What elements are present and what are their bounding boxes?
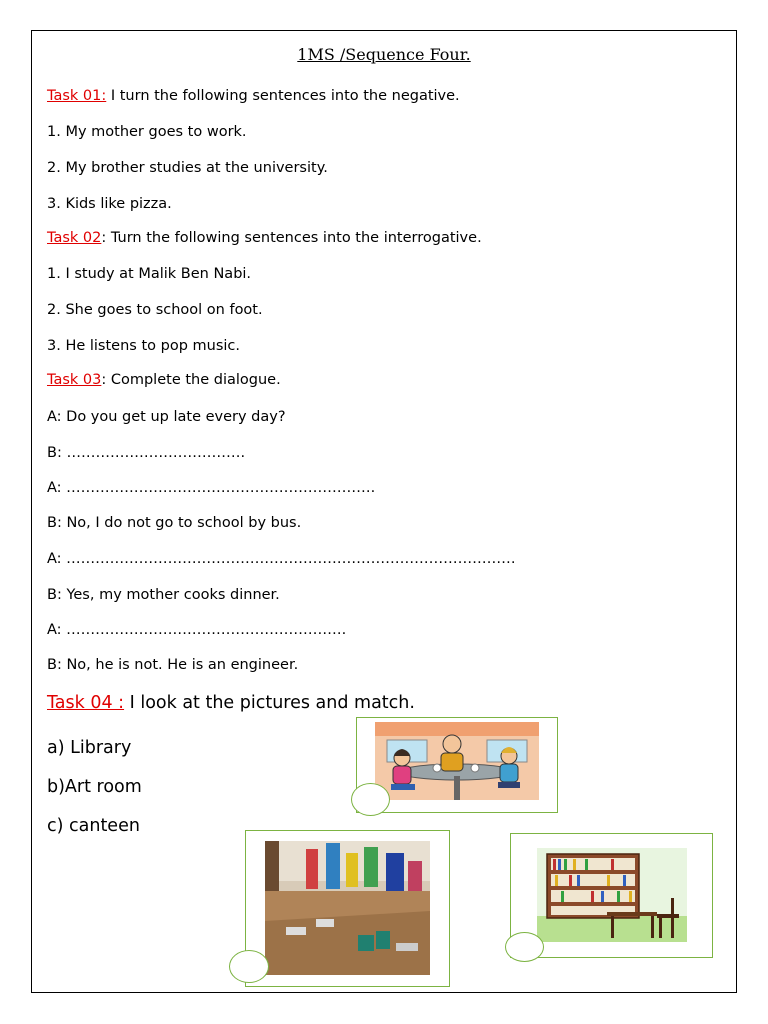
dialogue-line: A: Do you get up late every day? [47, 409, 286, 425]
task2-item: 3. He listens to pop music. [47, 338, 240, 354]
dialogue-line[interactable]: A: ………………………………………………………………………………… [47, 551, 516, 567]
dialogue-line: B: No, he is not. He is an engineer. [47, 657, 299, 673]
task3-instruction: : Complete the dialogue. [101, 372, 281, 388]
match-option-library: a) Library [47, 738, 132, 758]
match-option-art-room: b)Art room [47, 777, 142, 797]
answer-circle-art-room-picture[interactable] [229, 950, 269, 983]
task4-heading [47, 693, 415, 713]
task2-item: 1. I study at Malik Ben Nabi. [47, 266, 252, 282]
task1-heading [47, 88, 460, 104]
art-room-picture [245, 830, 450, 987]
art-room-photo [246, 831, 448, 985]
dialogue-line[interactable]: A: …………………………………………………. [47, 622, 347, 638]
task2-instruction: : Turn the following sentences into the interrogative. [101, 230, 482, 246]
dialogue-line[interactable]: A: ………………………………………………………. [47, 480, 376, 496]
answer-circle-library-picture[interactable] [505, 932, 544, 962]
task1-item: 1. My mother goes to work. [47, 124, 247, 140]
task3-heading [47, 372, 281, 388]
task1-label: Task 01: [47, 88, 107, 104]
answer-circle-canteen-picture[interactable] [351, 783, 390, 816]
match-option-canteen: c) canteen [47, 816, 140, 836]
task3-label: Task 03 [47, 372, 102, 388]
library-illustration [511, 834, 711, 956]
task2-label: Task 02 [47, 230, 102, 246]
dialogue-line: B: Yes, my mother cooks dinner. [47, 587, 280, 603]
task2-item: 2. She goes to school on foot. [47, 302, 263, 318]
task1-item: 3. Kids like pizza. [47, 196, 172, 212]
page-title: 1MS /Sequence Four. [297, 45, 471, 64]
task4-instruction: I look at the pictures and match. [124, 693, 415, 713]
dialogue-line[interactable]: B: ………………………………. [47, 445, 246, 461]
dialogue-line: B: No, I do not go to school by bus. [47, 515, 302, 531]
task2-heading [47, 230, 482, 246]
task4-label: Task 04 : [47, 693, 125, 713]
task1-instruction: I turn the following sentences into the negative. [106, 88, 460, 104]
task1-item: 2. My brother studies at the university. [47, 160, 328, 176]
